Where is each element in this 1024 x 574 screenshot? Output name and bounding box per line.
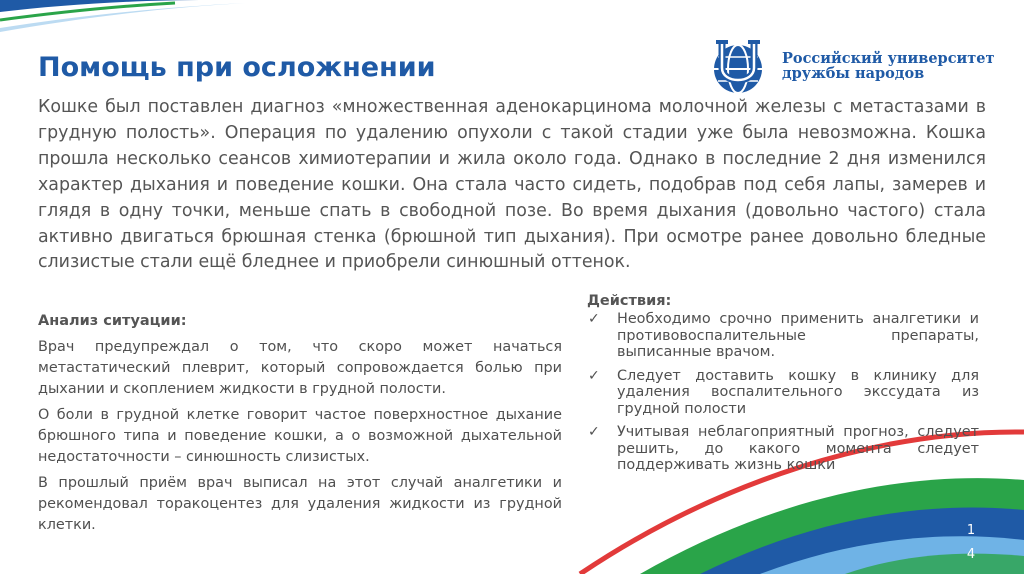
action-item (585, 368, 979, 418)
slide-title: Помощь при осложнении (38, 52, 436, 83)
checkmark-icon: ✓ (588, 424, 600, 440)
university-name-line-1: Российский университет (782, 50, 995, 67)
action-text: Учитывая неблагоприятный прогноз, следует решить, до какого момента следует поддерживать жизнь кошки (617, 424, 979, 473)
university-name-line-2: дружбы народов (782, 65, 925, 82)
action-text: Следует доставить кошку в клинику для удаления воспалительного экссудата из грудной полости (617, 367, 979, 417)
university-logo (708, 38, 995, 96)
analysis-heading: Анализ ситуации: (38, 313, 187, 329)
analysis-paragraph: В прошлый приём врач выписал на этот случай аналгетики и рекомендовал торакоцентез для удаления жидкости из грудной клетки. (38, 475, 562, 533)
actions-heading: Действия: (587, 293, 672, 309)
action-text: Необходимо срочно применить аналгетики и противовоспалительные препараты, выписанные врачом. (617, 311, 979, 360)
page-number-digit: 1 (966, 523, 976, 538)
globe-emblem-icon (708, 38, 774, 96)
page-number-digit: 4 (966, 547, 976, 562)
checkmark-icon: ✓ (588, 367, 600, 384)
analysis-paragraph: Врач предупреждал о том, что скоро может начаться метастатический плеврит, который сопровождается болью при дыхании и скоплением жидкости в грудной полости. (38, 339, 562, 397)
analysis-paragraph: О боли в грудной клетке говорит частое поверхностное дыхание брюшного типа и поведение кошки, а о возможной дыхательной недостаточности – синюшность слизистых. (38, 407, 562, 465)
university-name (782, 51, 994, 81)
case-description: Кошке был поставлен диагноз «множественная аденокарцинома молочной железы с метастазами в грудную полость». Операция по удалению опухоли с такой стадии уже была невозможна. Кошка прошла несколько сеансов химиотерапии и жила около года. Однако в последние 2 дня изменился характер дыхания и поведение кошки. Она стала часто сидеть, подобрав под себя лапы, замерев и глядя в одну точки, меньше спать в свободной позе. Во время дыхания (довольно частого) стала активно двигаться брюшная стенка (брюшной тип дыхания). При осмотре ранее довольно бледные слизистые стали ещё бледнее и приобрели синюшный оттенок. (38, 97, 986, 273)
page-number (963, 519, 979, 567)
checkmark-icon: ✓ (588, 311, 600, 327)
analysis-section (38, 337, 562, 541)
top-blue-swoosh (0, 0, 210, 12)
action-item (585, 311, 979, 361)
action-item (585, 424, 979, 474)
actions-list (585, 311, 979, 481)
